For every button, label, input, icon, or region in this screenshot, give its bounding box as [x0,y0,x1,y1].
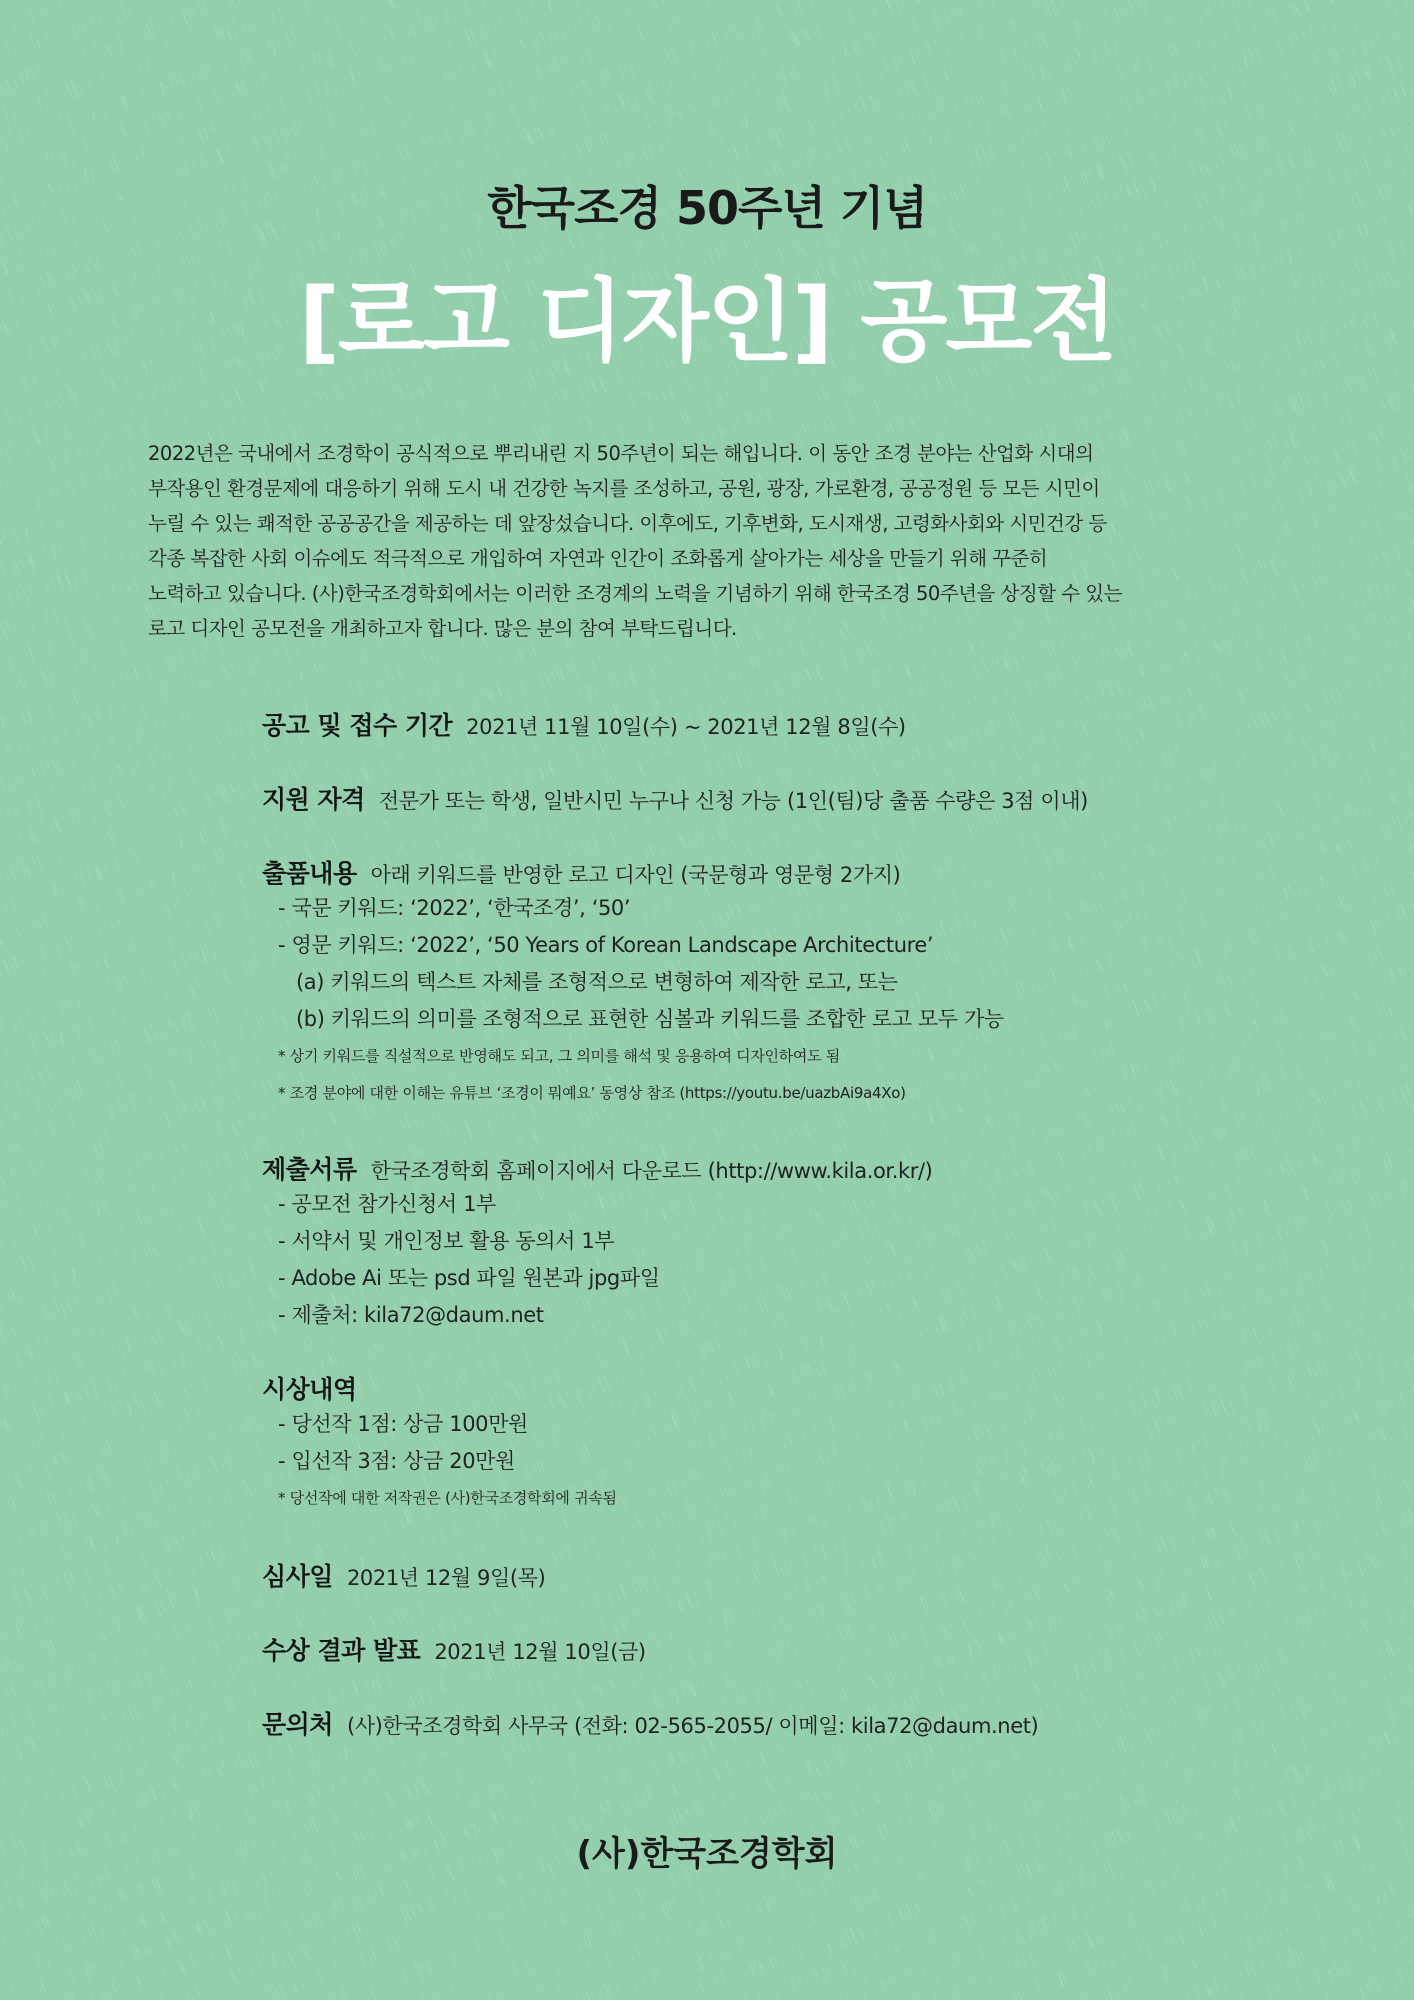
period-label: 공고 및 접수 기간 [262,711,453,740]
list-item: - 제출처: kila72@daum.net [278,1303,544,1327]
contact-section [262,1705,1362,1741]
footnote: * 상기 키워드를 직설적으로 반영해도 되고, 그 의미를 해석 및 응용하여 디자인하여도 됨 [278,1047,840,1065]
footnote: * 당선작에 대한 저작권은 (사)한국조경학회에 귀속됨 [278,1489,617,1507]
documents-section [262,1150,1362,1334]
list-item: - 서약서 및 개인정보 활용 동의서 1부 [278,1229,615,1253]
contact-value: (사)한국조경학회 사무국 (전화: 02-565-2055/ 이메일: kila72@daum.net) [346,1714,1039,1738]
intro-line: 2022년은 국내에서 조경학이 공식적으로 뿌리내린 지 50주년이 되는 해입니다. 이 동안 조경 분야는 산업화 시대의 [148,442,1094,465]
list-item: - 영문 키워드: ‘2022’, ‘50 Years of Korean Landscape Architecture’ [278,933,934,957]
awards-section [262,1370,1362,1517]
awards-label: 시상내역 [262,1375,357,1404]
organizer-name: (사)한국조경학회 [576,1834,838,1874]
intro-line: 부작용인 환경문제에 대응하기 위해 도시 내 건강한 녹지를 조성하고, 공원, 광장, 가로환경, 공공정원 등 모든 시민이 [148,477,1100,500]
content-section [262,854,1362,1112]
period-value: 2021년 11월 10일(수) ~ 2021년 12월 8일(수) [466,715,906,739]
contact-label: 문의처 [262,1710,333,1739]
list-item: - Adobe Ai 또는 psd 파일 원본과 jpg파일 [278,1266,660,1290]
list-subitem: (a) 키워드의 텍스트 자체를 조형적으로 변형하여 제작한 로고, 또는 [296,970,898,994]
list-item: - 공모전 참가신청서 1부 [278,1192,496,1216]
poster-subtitle: 한국조경 50주년 기념 [487,181,927,235]
judging-section [262,1557,1362,1593]
intro-line: 노력하고 있습니다. (사)한국조경학회에서는 이러한 조경계의 노력을 기념하기 위해 한국조경 50주년을 상징할 수 있는 [148,582,1122,605]
intro-line: 누릴 수 있는 쾌적한 공공공간을 제공하는 데 앞장섰습니다. 이후에도, 기후변화, 도시재생, 고령화사회와 시민건강 등 [148,512,1107,535]
judging-value: 2021년 12월 9일(목) [346,1566,546,1590]
intro-paragraph [148,436,1278,646]
announcement-section [262,1631,1362,1667]
content-value: 아래 키워드를 반영한 로고 디자인 (국문형과 영문형 2가지) [370,863,901,887]
eligibility-label: 지원 자격 [262,785,365,814]
intro-line: 각종 복잡한 사회 이슈에도 적극적으로 개입하여 자연과 인간이 조화롭게 살아가는 세상을 만들기 위해 꾸준히 [148,547,1048,570]
period-section [262,706,1362,742]
list-item: - 국문 키워드: ‘2022’, ‘한국조경’, ‘50’ [278,896,631,920]
list-subitem: (b) 키워드의 의미를 조형적으로 표현한 심볼과 키워드를 조합한 로고 모두 가능 [296,1007,1004,1031]
documents-value: 한국조경학회 홈페이지에서 다운로드 (http://www.kila.or.kr/) [370,1159,933,1183]
judging-label: 심사일 [262,1562,333,1591]
content-label: 출품내용 [262,859,357,888]
announcement-value: 2021년 12월 10일(금) [434,1640,646,1664]
footnote: * 조경 분야에 대한 이해는 유튜브 ‘조경이 뭐예요’ 동영상 참조 (https://youtu.be/uazbAi9a4Xo) [278,1084,906,1102]
intro-line: 로고 디자인 공모전을 개최하고자 합니다. 많은 분의 참여 부탁드립니다. [148,617,737,640]
eligibility-value: 전문가 또는 학생, 일반시민 누구나 신청 가능 (1인(팀)당 출품 수량은 3점 이내) [378,789,1088,813]
list-item: - 당선작 1점: 상금 100만원 [278,1412,528,1436]
list-item: - 입선작 3점: 상금 20만원 [278,1449,515,1473]
announcement-label: 수상 결과 발표 [262,1636,421,1665]
poster-title: [로고 디자인] 공모전 [298,269,1116,374]
eligibility-section [262,780,1362,816]
documents-label: 제출서류 [262,1155,357,1184]
